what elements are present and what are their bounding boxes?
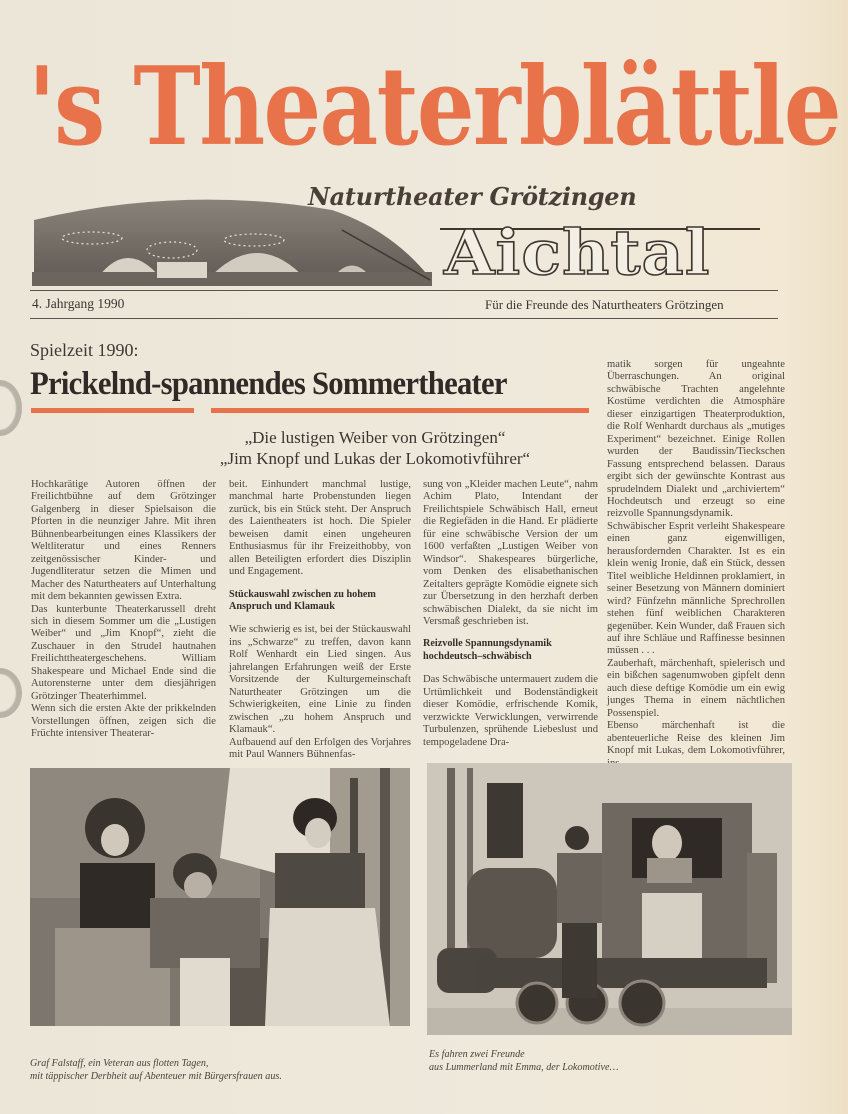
paragraph: Hochkarätige Autoren öffnen der Freilichtbühne auf dem Grötzinger Galgenberg in dieser Spielsaison die Pforten in die neunziger Jahre. Mit ihren Bühnenbearbeitungen eines Klassikers der Weltliteratur und eines Renners zeitgenössischer Kinder- und Jugendliteratur setzen die Mimen und Macher des Naturtheaters auf Unterhaltung mit dem bekannten gewissen Extra. bbox=[31, 479, 216, 603]
subheadline: „Die lustigen Weiber von Grötzingen“ bbox=[244, 428, 506, 447]
paragraph: Ebenso märchenhaft ist die abenteuerliche Reise des kleinen Jim Knopf mit Lukas, dem Lokomotivführer, bbox=[607, 720, 785, 757]
aichtal-logo bbox=[440, 216, 760, 289]
paragraph: Das kunterbunte Theaterkarussell dreht sich in diesem Sommer um die „Lustigen Weiber“ und „Jim Knopf“, zieht die Zuschauer in den Strudel hautnahen Freilichttheatergeschehens. William Shakespeare und Michael Ende sind die Autorensterne unter dem diesjährigen Grötzinger Theaterhimmel. bbox=[31, 603, 216, 702]
article-subheadlines bbox=[120, 427, 630, 469]
subheadline: „Jim Knopf und Lukas der Lokomotivführer“ bbox=[219, 449, 531, 468]
masthead-rule-bottom bbox=[30, 318, 778, 319]
paragraph: Das Schwäbische untermauert zudem die Urtümlichkeit und Bodenständigkeit dieser Komödie, erfrischende Komik, verzwickte Verwicklungen, verwirrende Turbulenzen, sprühende Liebeslust und tempogeladene Dra- bbox=[423, 674, 598, 748]
paragraph: sung von „Kleider machen Leute“, nahm Achim Plato, Intendant der Freilichtspiele Schwäbisch Hall, erneut die Regiefäden in die Hand. Er plädierte für eine schwäbische Version der um 1600 verfaßten „Lustigen Weiber von Windsor“. Shakespeares bürgerliche, vom Denken des elisabethanischen Zeitalters geprägte Komödie eignete sich zur Übersetzung in den herzhaft derben schwäbischen Dialekt, da sie nicht im Versmaß geschrieben ist. bbox=[423, 479, 598, 627]
masthead-rule-top bbox=[30, 290, 778, 291]
article-headline: Prickelnd-spannendes Sommertheater bbox=[30, 366, 507, 402]
paragraph: beit. Einhundert manchmal lustige, manchmal harte Probenstunden liegen zurück, bis ein Stück steht. Der Anspruch des Laientheaters ist hoch. Die Spieler beweisen damit einen ungeheuren Enthusiasmus für ihr Freizeithobby, von allen Beteiligten erfordert dies Disziplin und Engagement. bbox=[229, 479, 411, 578]
caption-line: Graf Falstaff, ein Veteran aus flotten Tagen, bbox=[30, 1057, 209, 1069]
headline-underline bbox=[31, 408, 194, 413]
caption-line: mit täppischer Derbheit auf Abenteuer mit Bürgersfrauen aus. bbox=[30, 1069, 282, 1082]
photo-caption-1 bbox=[30, 1057, 282, 1082]
volume-label: 4. Jahrgang 1990 bbox=[32, 296, 125, 311]
masthead-title: 's Theaterblättle bbox=[28, 44, 840, 170]
paragraph: Schwäbischer Esprit verleiht Shakespeare einen ganz eigenwilligen, herausfordernden Charakter. Ist es ein klein wenig Ironie, daß ein Stück, dessen Titel weibliche Heldinnen proklamiert, in seiner Besetzung von Männern dominiert wird? Fünfzehn männliche Sprechrollen stehen fünf weiblichen Charakteren gegenüber. Kein Wunder, daß Frauen sich auf ihre Schläue und Raffinesse besinnen müssen . . . bbox=[607, 520, 785, 657]
paragraph: Wie schwierig es ist, bei der Stückauswahl ins „Schwarze“ zu treffen, davon kann Rolf Wenhardt ein Lied singen. Aus jahrelangen Erfahrungen weiß der Erste Vorsitzende der Kulturgemeinschaft Naturtheater Grötzingen um die Schwierigkeiten, eine Linie zu finden zwischen „zu hohem Anspruch und Klamauk“. bbox=[229, 624, 411, 736]
photo-falstaff-scene bbox=[30, 768, 410, 1026]
article-kicker: Spielzeit 1990: bbox=[30, 340, 139, 360]
paragraph: Wenn sich die ersten Akte der prikkelnden Vorstellungen öffnen, zeigen sich die Früchte intensiver Theaterar- bbox=[31, 703, 216, 740]
photo-locomotive-scene bbox=[427, 763, 792, 1035]
caption-line: aus Lummerland mit Emma, der Lokomotive… bbox=[429, 1060, 619, 1073]
paragraph: Aufbauend auf den Erfolgen des Vorjahres mit Paul Wanners Bühnenfas- bbox=[229, 736, 411, 760]
article-column-1 bbox=[31, 479, 216, 741]
photo-caption-2 bbox=[429, 1048, 618, 1073]
section-heading: Reizvolle Spannungsdynamik hochdeutsch–schwäbisch bbox=[423, 638, 552, 662]
article-column-2 bbox=[229, 479, 411, 761]
tagline: Für die Freunde des Naturtheaters Grötzingen bbox=[485, 297, 724, 312]
article-column-3 bbox=[423, 479, 598, 749]
theater-roof-image bbox=[32, 190, 432, 286]
section-heading: Stückauswahl zwischen zu hohem Anspruch und Klamauk bbox=[229, 588, 376, 613]
masthead-subtitle: Naturtheater Grötzingen bbox=[308, 182, 637, 211]
article-column-4 bbox=[607, 359, 785, 783]
paragraph: Zauberhaft, märchenhaft, spielerisch und ein bißchen sagenumwoben gipfelt denn auch diese deftige Komödie um ein ewig junges Thema in einem nächtlichen Possenspiel. bbox=[607, 657, 785, 719]
paragraph: matik sorgen für ungeahnte Überraschungen. An original schwäbische Trachten angelehnte Kostüme verdichten die Atmosphäre dieser einzigartigen Theaterproduktion, die Rolf Wenhardt durchaus als „mutiges Experiment“ bezeichnet. Einige Rollen wurden der Baudissin/Tieckschen Fassung entsprechend belassen. Daraus ergibt sich der gewünschte Kontrast aus sprudelndem Dialekt und „archiviertem“ Hochdeutsch und erzeugt so eine reizvolle Spannungsdynamik. bbox=[607, 359, 785, 520]
binder-ring-top bbox=[0, 380, 22, 436]
binder-ring-bottom bbox=[0, 668, 22, 718]
caption-line: Es fahren zwei Freunde bbox=[429, 1048, 525, 1060]
headline-underline bbox=[211, 408, 589, 413]
aichtal-logo-text: Aichtal bbox=[444, 216, 711, 289]
